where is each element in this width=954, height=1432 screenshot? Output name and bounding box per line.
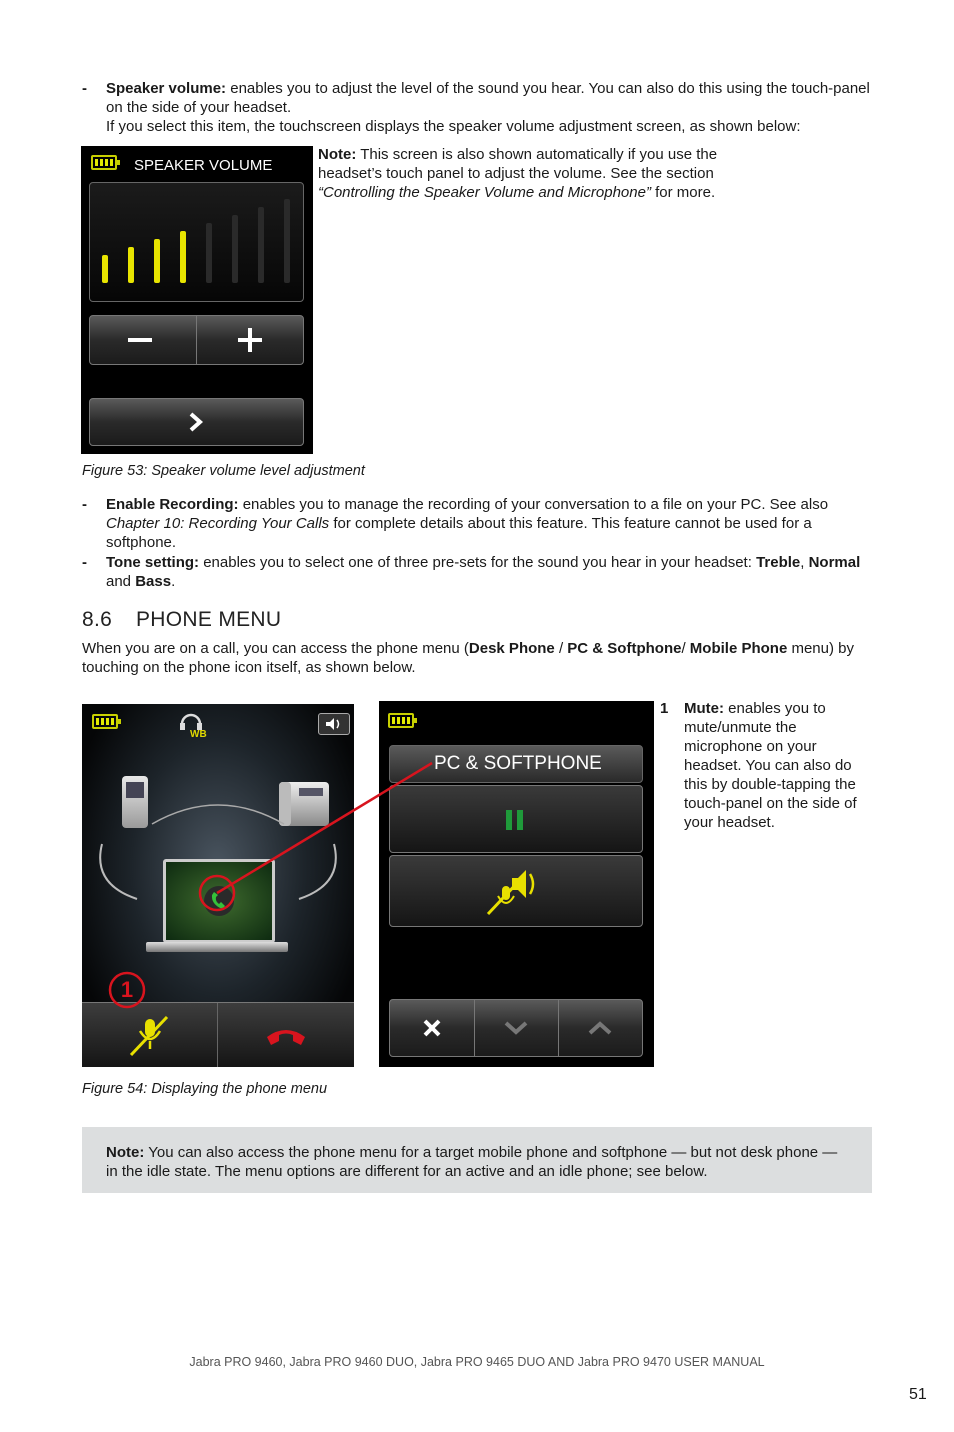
marker-number: 1 [120, 977, 134, 1002]
callout-label: Mute: [684, 700, 724, 717]
chevron-up-icon [587, 1020, 613, 1036]
pause-icon [502, 806, 528, 834]
intro-text: When you are on a call, you can access the phone menu ( [82, 640, 469, 657]
section-number: 8.6 [82, 608, 113, 631]
bullet-text-line2: If you select this item, the touchscreen displays the speaker volume adjustment screen, as shown below: [106, 118, 801, 135]
mute-button[interactable] [82, 1003, 217, 1067]
intro-text: / [554, 640, 568, 657]
note-label: Note: [318, 146, 357, 163]
close-icon [422, 1018, 442, 1038]
battery-icon [91, 155, 117, 170]
close-menu-button[interactable] [390, 1000, 474, 1056]
pc-softphone-label: PC & Softphone [567, 640, 682, 657]
bullet-tone-setting [82, 553, 872, 591]
volume-bar [284, 199, 290, 283]
separator: and [106, 573, 136, 590]
callout-text: enables you to mute/unmute the microphone on your headset. You can also do this by double-tapping the touch-panel on the side of your headset. [684, 700, 857, 831]
hang-up-icon [263, 1021, 309, 1051]
page-number: 51 [909, 1386, 927, 1403]
volume-buttons [89, 315, 304, 365]
battery-icon [388, 713, 414, 728]
scroll-down-button[interactable] [475, 1000, 558, 1056]
laptop-softphone-icon[interactable] [163, 859, 275, 943]
scroll-up-button[interactable] [559, 1000, 642, 1056]
callout-number: 1 [660, 700, 669, 717]
mobile-phone-label: Mobile Phone [689, 640, 788, 657]
laptop-base [146, 942, 288, 952]
separator: , [800, 554, 809, 571]
bullet-speaker-volume [82, 79, 872, 136]
intro-text: / [681, 640, 690, 657]
volume-status-icon[interactable] [318, 713, 350, 735]
desk-phone-label: Desk Phone [468, 640, 555, 657]
bullet-label: Enable Recording: [106, 496, 239, 513]
figure-54-caption: Figure 54: Displaying the phone menu [82, 1081, 328, 1097]
note-tail: for more. [650, 184, 716, 201]
note-text: You can also access the phone menu for a target mobile phone and softphone — but not desk phone — in the idle state. The menu options are different for an active and an idle phone; see below. [106, 1144, 838, 1180]
option-bass: Bass [135, 573, 172, 590]
volume-bar [180, 231, 186, 283]
volume-bar [102, 255, 108, 283]
bullet-label: Tone setting: [106, 554, 200, 571]
phone-menu-screen [379, 701, 654, 1067]
microphone-muted-icon [127, 1011, 173, 1059]
note-box [82, 1127, 872, 1193]
phone-handset-icon [202, 884, 236, 918]
bullet-dash: - [82, 496, 87, 513]
bullet-text: enables you to manage the recording of your conversation to a file on your PC. See also [238, 496, 829, 513]
figure-53-caption: Figure 53: Speaker volume level adjustment [82, 463, 365, 479]
volume-bar [206, 223, 212, 283]
section-heading [82, 610, 281, 629]
minus-icon [128, 338, 152, 342]
bullet-enable-recording [82, 495, 872, 552]
bullet-text: enables you to adjust the level of the sound you hear. You can also do this using the touch-panel on the side of your headset. [106, 80, 870, 116]
phone-menu-intro [82, 639, 872, 677]
bullet-label: Speaker volume: [106, 80, 227, 97]
note-section-ref: “Controlling the Speaker Volume and Microphone” [318, 184, 651, 201]
volume-bar [154, 239, 160, 283]
chevron-down-icon [503, 1020, 529, 1036]
headset-wideband-icon [178, 710, 214, 738]
volume-down-button[interactable] [90, 316, 196, 364]
menu-title-bar [389, 745, 643, 783]
section-title: PHONE MENU [136, 608, 282, 631]
menu-nav-bar [389, 999, 643, 1057]
battery-icon [92, 714, 118, 729]
callout-mute [684, 699, 864, 832]
intro-text: menu) by touching on the phone icon itself, as shown below. [82, 640, 854, 676]
bullet-dash: - [82, 554, 87, 571]
option-normal: Normal [808, 554, 861, 571]
end-call-button[interactable] [218, 1003, 354, 1067]
note-speaker-screen [318, 145, 758, 202]
period: . [171, 573, 176, 590]
hold-button[interactable] [389, 785, 643, 853]
mute-menu-button[interactable] [389, 855, 643, 927]
volume-up-button[interactable] [197, 316, 303, 364]
note-text: This screen is also shown automatically if you use the headset’s touch panel to adjust the volume. See the section [318, 146, 718, 182]
bullet-dash: - [82, 80, 87, 97]
page-footer: Jabra PRO 9460, Jabra PRO 9460 DUO, Jabra PRO 9465 DUO AND Jabra PRO 9470 USER MANUAL [189, 1355, 765, 1369]
volume-bar [232, 215, 238, 283]
speaker-volume-screen [81, 146, 313, 454]
call-screen [82, 704, 354, 1067]
note-idle-state [106, 1143, 846, 1181]
mute-microphone-icon [482, 864, 548, 920]
screen-title: SPEAKER VOLUME [134, 157, 273, 174]
note-label: Note: [106, 1144, 145, 1161]
svg-text:WB: WB [190, 729, 207, 738]
next-button[interactable] [89, 398, 304, 446]
volume-level-panel [89, 182, 304, 302]
bullet-tail: for complete details about this feature. This feature cannot be used for a softphone. [106, 515, 812, 551]
volume-bar [128, 247, 134, 283]
menu-title: PC & SOFTPHONE [434, 753, 602, 774]
volume-bar [258, 207, 264, 283]
option-treble: Treble [756, 554, 801, 571]
call-controls [82, 1002, 354, 1067]
chevron-right-icon [188, 411, 204, 433]
chapter-ref: Chapter 10: Recording Your Calls [106, 515, 330, 532]
bullet-text: enables you to select one of three pre-sets for the sound you hear in your headset: [199, 554, 757, 571]
